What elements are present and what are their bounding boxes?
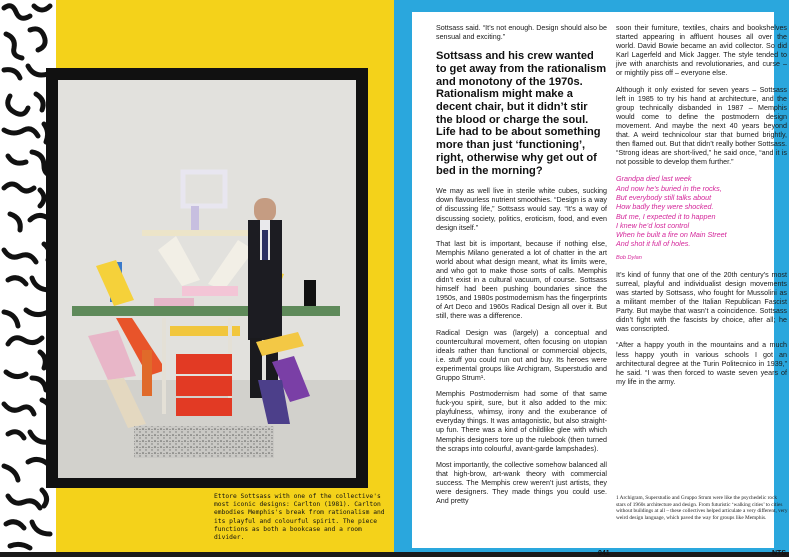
body-paragraph: Radical Design was (largely) a conceptual and countercultural movement, often focusing on utopian ideals rather than functional or commercial objects, i.e. stuff you could run out and buy. Its heroes were experimental groups like Archigram, Superstudio and Gruppo Strum¹.: [436, 328, 607, 382]
lyric-line: I knew he’d lost control: [616, 220, 690, 230]
body-paragraph: We may as well live in sterile white cubes, sucking down flavourless nutrient smoothies. “Design is a way of discussing life,” Sottsass would say. “It’s a way of discussing society, politics, eroticism, food, and even design itself.”: [436, 187, 607, 232]
lyric-line: Grandpa died last week: [616, 174, 692, 184]
page-number: 041: [598, 550, 610, 557]
body-paragraph: Although it only existed for seven years – Sottsass left in 1985 to try his hand at architecture, and the group technically disbanded in 1987 – Memphis would come to define the postmodern design movement. And maybe the next 40 years beyond that. A weird technicolour star that burned brightly, then flamed out. But that didn’t really bother Sottsass. “Strong ideas are short-lived,” he said once, “and it is not possible to develop them further.”: [616, 85, 787, 167]
carlton-bookcase-photo: [58, 80, 356, 478]
text-column-left: [436, 24, 607, 513]
lyric-line: And now he’s buried in the rocks,: [616, 183, 722, 193]
body-paragraph: Most importantly, the collective somehow balanced all that high-brow, art-wank theory with commercial success. The Memphis crew weren’t just artists, they were designers. They made things you could use. And pretty: [436, 460, 607, 506]
lyric-line: When he built a fire on Main Street: [616, 230, 727, 240]
lyrics-quote: [616, 174, 787, 248]
lyric-line: But me, I expected it to happen: [616, 211, 716, 221]
body-paragraph: “After a happy youth in the mountains and a much less happy youth in various schools I got an architectural degree at the Turin Politecnico in 1939,” he said. “I was then forced to waste seven years of my life in the army.: [616, 341, 787, 386]
left-page: [0, 0, 394, 552]
body-paragraph: Memphis Postmodernism had some of that same fuck-you spirit, sure, but it also added to the mix: playfulness, whimsy, irony and the exuberance of everyday things. It was antagonistic, but also straight-up fun. There was a kind of childlike glee with which Memphis designers tore up the rulebook (then turned the scraps into colourful, avant-garde lampshades).: [436, 390, 607, 453]
lyric-line: But everybody still talks about: [616, 193, 712, 202]
lyric-line: How badly they were shocked.: [616, 202, 714, 212]
body-paragraph: That last bit is important, because if nothing else, Memphis Milano generated a lot of chatter in the art world about what design meant, what its limits were, and who got to make those sorts of calls. Memphis didn’t exist in a cultural vacuum, of course. Sottsass himself had been pushing boundaries since the 1950s, and 1980s postmodernism has the fingerprints of Art Deco and 1960s Radical Design all over it. But still, there was a difference.: [436, 239, 607, 321]
pull-quote: Sottsass and his crew wanted to get away from the rationalism and monotony of the 1970s. Rationalism might make a decent chair, but it didn’t stir the blood or charge the soul. Life had to be about something more than just ‘functioning’, right, otherwise why get out of bed in the morning?: [436, 50, 607, 177]
brand-mark: NTS: [772, 550, 786, 557]
body-paragraph: soon their furniture, textiles, chairs and bookshelves started appearing in affluent houses all over the world. David Bowie became an avid collector. So did Karl Lagerfeld and Mick Jagger. The style tended to jive with anarchists and revolutionaries, and curse – or mightily piss off – everyone else.: [616, 24, 787, 78]
intro-paragraph: Sottsass said. “It’s not enough. Design should also be sensual and exciting.”: [436, 24, 607, 42]
footnote: 1 Archigram, Superstudio and Gruppo Strum were like the psychedelic rock stars of 1960s architecture and design. From futuristic ‘walking cities’ to cities without buildings at all – these collectives helped articulate a very different, very weird design language, which paved the way for groups like Memphis.: [616, 495, 788, 521]
article-text-panel: [412, 12, 788, 557]
lyrics-credit: Bob Dylan: [616, 254, 642, 261]
right-page: [394, 0, 789, 557]
photo-caption: Ettore Sottsass with one of the collective's most iconic designs: Carlton (1981). Carlton embodies Memphis's break from rationalism and its playful and colourful spirit. The piece functions as both a bookcase and a room divider.: [214, 493, 385, 542]
text-column-right: [616, 24, 787, 394]
body-paragraph: It’s kind of funny that one of the 20th century’s most surreal, playful and individualist design movements was started by Sottsass, who fought for Mussolini as a militant member of the Italian Republican Fascist Party. But maybe that wasn’t a coincidence. Sottsass didn’t fight with the fascists by choice, after all; he was conscripted.: [616, 270, 787, 334]
lyric-line: And shot it full of holes.: [616, 239, 691, 249]
